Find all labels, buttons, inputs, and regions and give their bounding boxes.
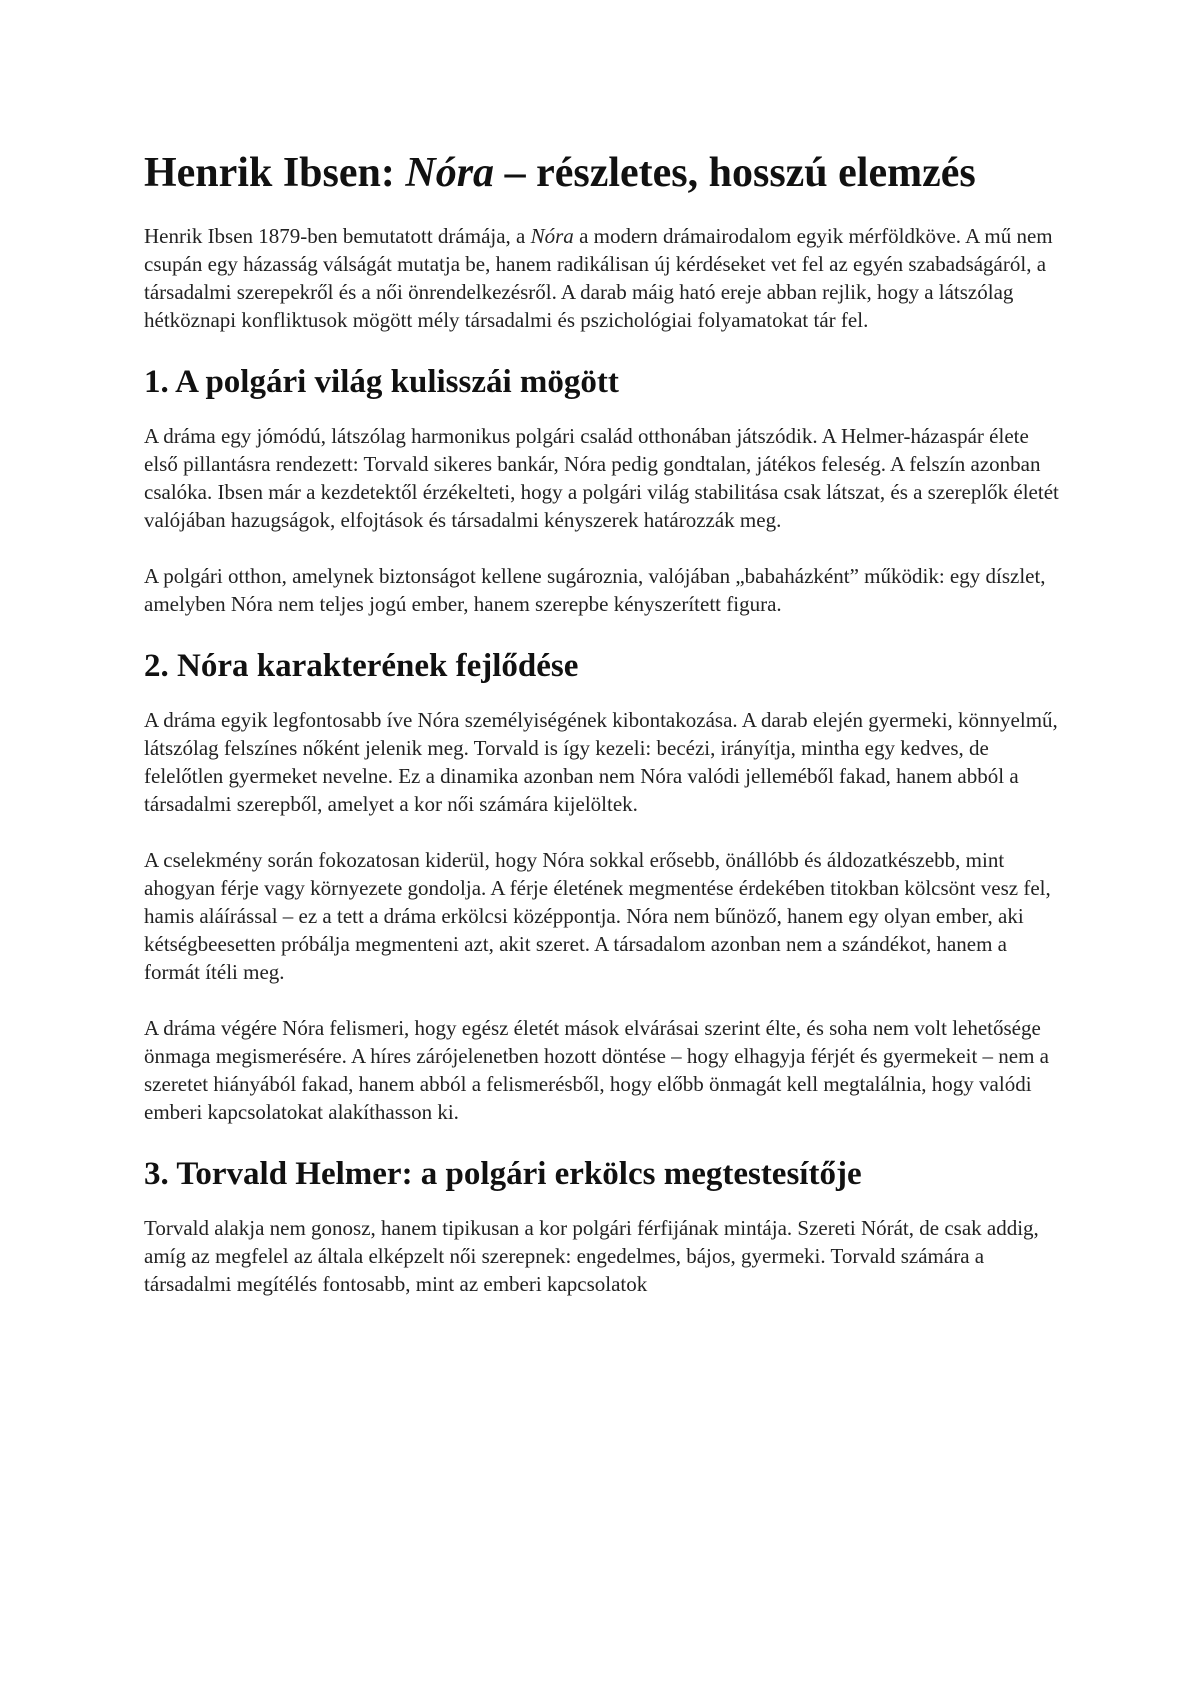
section-2-paragraph-2: A cselekmény során fokozatosan kiderül, hogy Nóra sokkal erősebb, önállóbb és áldozatkészebb, mint ahogyan férje vagy környezete gondolja. A férje életének megmentése érdekében titokban kölcsönt vesz fel, hamis aláírással – ez a tett a dráma erkölcsi középpontja. Nóra nem bűnöző, hanem egy olyan ember, aki kétségbeesetten próbálja megmenteni azt, akit szeret. A társadalom azonban nem a szándékot, hanem a formát ítéli meg. xyxy=(144,848,1051,984)
section-heading-2: 2. Nóra karakterének fejlődése xyxy=(144,648,579,684)
section-1-paragraph-1: A dráma egy jómódú, látszólag harmonikus polgári család otthonában játszódik. A Helmer-házaspár élete első pillantásra rendezett: Torvald sikeres bankár, Nóra pedig gondtalan, játékos feleség. A felszín azonban csalóka. Ibsen már a kezdetektől érzékelteti, hogy a polgári világ stabilitása csak látszat, és a szereplők életét valójában hazugságok, elfojtások és társadalmi kényszerek határozzák meg. xyxy=(144,424,1059,532)
section-1-paragraph-2: A polgári otthon, amelynek biztonságot kellene sugároznia, valójában „babaházként” működik: egy díszlet, amelyben Nóra nem teljes jogú ember, hanem szerepbe kényszerített figura. xyxy=(144,564,1046,616)
intro-text-start: Henrik Ibsen 1879-ben bemutatott drámája, a xyxy=(144,224,531,248)
intro-paragraph xyxy=(144,222,1064,334)
section-3-paragraph-1: Torvald alakja nem gonosz, hanem tipikusan a kor polgári férfijának mintája. Szereti Nórát, de csak addig, amíg az megfelel az általa elképzelt női szerepnek: engedelmes, bájos, gyermeki. Torvald számára a társadalmi megítélés fontosabb, mint az emberi kapcsolatok xyxy=(144,1216,1039,1296)
title-italic: Nóra xyxy=(405,150,495,196)
title-prefix: Henrik Ibsen: xyxy=(144,150,406,196)
section-heading-1: 1. A polgári világ kulisszái mögött xyxy=(144,364,619,400)
section-heading-3: 3. Torvald Helmer: a polgári erkölcs megtestesítője xyxy=(144,1156,862,1192)
title-suffix: – részletes, hosszú elemzés xyxy=(494,150,976,196)
document-title xyxy=(144,146,1064,200)
section-2-paragraph-1: A dráma egyik legfontosabb íve Nóra személyiségének kibontakozása. A darab elején gyermeki, könnyelmű, látszólag felszínes nőként jelenik meg. Torvald is így kezeli: becézi, irányítja, mintha egy kedves, de felelőtlen gyermeket nevelne. Ez a dinamika azonban nem Nóra valódi jelleméből fakad, hanem abból a társadalmi szerepből, amelyet a kor női számára kijelöltek. xyxy=(144,708,1058,816)
section-2-paragraph-3: A dráma végére Nóra felismeri, hogy egész életét mások elvárásai szerint élte, és soha nem volt lehetősége önmaga megismerésére. A híres zárójelenetben hozott döntése – hogy elhagyja férjét és gyermekeit – nem a szeretet hiányából fakad, hanem abból a felismerésből, hogy előbb önmagát kell megtalálnia, hogy valódi emberi kapcsolatokat alakíthasson ki. xyxy=(144,1016,1049,1124)
document-body xyxy=(144,146,1064,1326)
intro-italic: Nóra xyxy=(530,224,574,248)
intro-text-end: a modern drámairodalom egyik mérföldköve. A mű nem csupán egy házasság válságát mutatja be, hanem radikálisan új kérdéseket vet fel az egyén szabadságáról, a társadalmi szerepekről és a női önrendelkezésről. A darab máig ható ereje abban rejlik, hogy a látszólag hétköznapi konfliktusok mögött mély társadalmi és pszichológiai folyamatokat tár fel. xyxy=(144,224,1053,332)
